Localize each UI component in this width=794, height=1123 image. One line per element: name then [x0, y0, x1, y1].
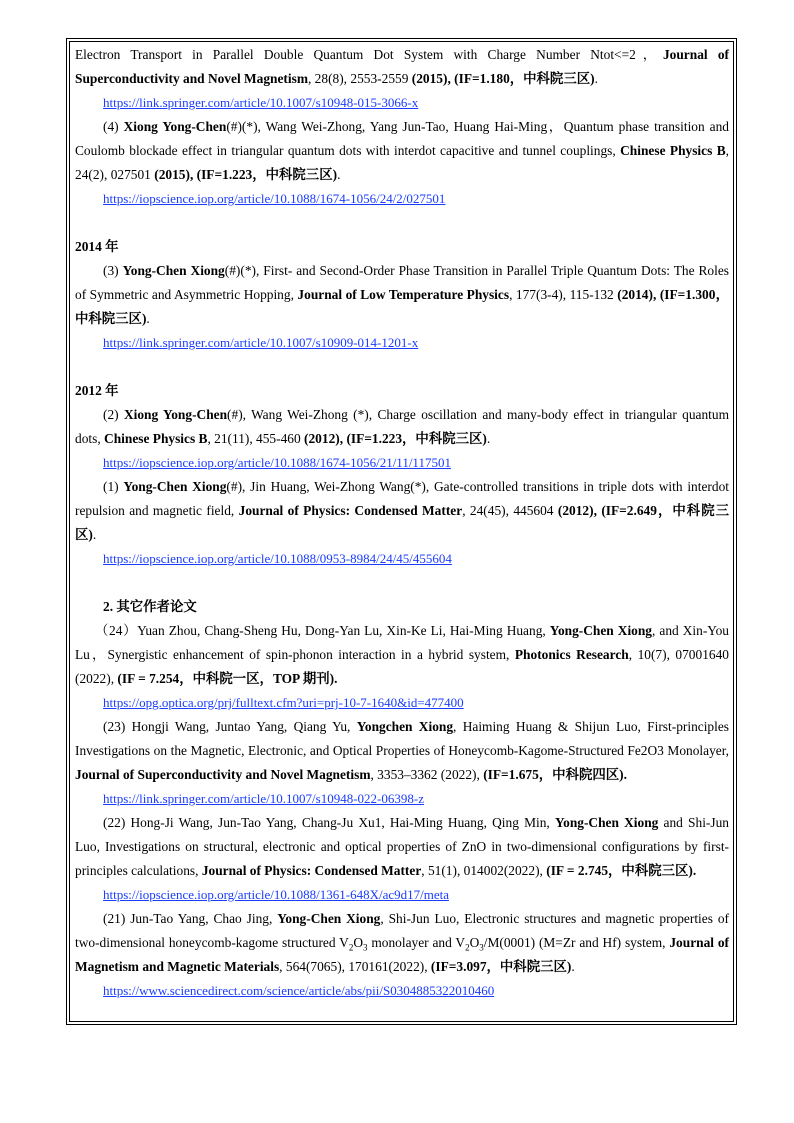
publication-list — [75, 43, 729, 1003]
entry-text: (22) Hong-Ji Wang, Jun-Tao Yang, Chang-Ju Xu1, Hai-Ming Huang, Qing Min, — [103, 815, 555, 830]
entry-text: monolayer and V — [367, 935, 466, 950]
entry-text: . — [146, 311, 150, 326]
entry-text: , 564(7065), 170161(2022), — [279, 959, 431, 974]
entry-text: , — [593, 503, 602, 518]
paper-link[interactable]: https://link.springer.com/article/10.1007/s10948-015-3066-x — [103, 95, 419, 110]
entry-text: , Haiming Huang & Shijun Luo, First-principles Investigations on the Magnetic, Electronic, and Optical Properties of Honeycomb-Kagome-Structured Fe2O3 Monolayer, — [75, 719, 730, 758]
author-highlight: Xiong Yong-Chen — [123, 407, 228, 422]
entry-number: (4) — [103, 119, 124, 134]
entry-number: (2) — [103, 407, 124, 422]
entry-text: (23) Hongji Wang, Juntao Yang, Qiang Yu, — [103, 719, 357, 734]
entry-number: (3) — [103, 263, 123, 278]
entry-text: , 24(45), 445604 — [462, 503, 558, 518]
entry-number: (1) — [103, 479, 124, 494]
entry-text: , 3353–3362 (2022), — [370, 767, 484, 782]
entry-text: , — [189, 167, 197, 182]
paper-entry-other-22 — [75, 811, 729, 883]
entry-text: (#)(*), Wang Wei-Zhong, Yang Jun-Tao, Huang Hai-Ming，Quantum phase transition and Coulomb blockade effect in triangular quantum dots with interdot capacitive and tunnel couplings, — [75, 119, 729, 158]
entry-text: , 51(1), 014002(2022), — [421, 863, 547, 878]
entry-text: . — [623, 767, 627, 782]
entry-year: (2012) — [304, 431, 340, 446]
subscript: 2 — [465, 942, 470, 953]
paper-link[interactable]: https://www.sciencedirect.com/science/article/abs/pii/S0304885322010460 — [103, 983, 495, 998]
impact-factor: (IF=1.675，中科院四区) — [483, 767, 624, 782]
journal-name: Photonics Research — [514, 647, 629, 662]
journal-name: Journal of Superconductivity and Novel Magnetism — [75, 767, 371, 782]
journal-name: Journal of Low Temperature Physics — [297, 287, 510, 302]
author-highlight: Yong-Chen Xiong — [123, 479, 227, 494]
impact-factor: (IF=2.649，中科院三区) — [75, 503, 729, 542]
author-highlight: Yong-Chen Xiong — [122, 263, 225, 278]
author-highlight: Xiong Yong-Chen — [123, 119, 227, 134]
author-highlight: Yong-Chen Xiong — [549, 623, 653, 638]
paper-entry-other-24 — [75, 619, 729, 691]
spacer — [75, 355, 729, 379]
entry-text: , and Xin-You Lu，Synergistic enhancement of spin-phonon interaction in a hybrid system, — [75, 623, 729, 662]
entry-text: . — [594, 71, 598, 86]
paper-entry-2012-1 — [75, 475, 729, 547]
spacer — [75, 571, 729, 595]
author-highlight: Yongchen Xiong — [356, 719, 454, 734]
entry-text: O — [353, 935, 364, 950]
journal-name: Chinese Physics B — [104, 431, 208, 446]
entry-year: (2012) — [557, 503, 594, 518]
impact-factor: (IF=1.300，中科院三区) — [75, 287, 729, 326]
impact-factor: (IF=1.223，中科院三区) — [346, 431, 487, 446]
author-highlight: Yong-Chen Xiong — [277, 911, 381, 926]
entry-text: , 177(3-4), 115-132 — [509, 287, 618, 302]
journal-name: Journal of Physics: Condensed Matter — [201, 863, 422, 878]
entry-text: . — [337, 167, 341, 182]
entry-text: , — [339, 431, 347, 446]
entry-text: /M(0001) (M=Zr and Hf) system, — [483, 935, 670, 950]
entry-text: and Shi-Jun Luo, Investigations on structural, electronic and optical properties of ZnO in two-dimensional configurations by first-principles calculations, — [75, 815, 729, 878]
author-highlight: Yong-Chen Xiong — [554, 815, 659, 830]
entry-text: . — [486, 431, 491, 446]
paper-link[interactable]: https://iopscience.iop.org/article/10.1088/0953-8984/24/45/455604 — [103, 551, 452, 566]
paper-entry-other-21 — [75, 907, 729, 979]
paper-link[interactable]: https://opg.optica.org/prj/fulltext.cfm?uri=prj-10-7-1640&id=477400 — [103, 695, 464, 710]
year-heading-2012: 2012 年 — [75, 383, 119, 398]
entry-text: . — [692, 863, 697, 878]
entry-text: (#)(*), First- and Second-Order Phase Transition in Parallel Triple Quantum Dots: The Roles of Symmetric and Asymmetric Hopping, — [75, 263, 729, 302]
entry-text: , 28(8), 2553-2559 — [307, 71, 412, 86]
journal-name: Journal of Magnetism and Magnetic Materials — [75, 935, 730, 974]
entry-year: (2015) — [411, 71, 448, 86]
paper-link[interactable]: https://iopscience.iop.org/article/10.1088/1361-648X/ac9d17/meta — [103, 887, 449, 902]
entry-text: , — [447, 71, 455, 86]
impact-factor: (IF = 2.745，中科院三区) — [546, 863, 693, 878]
spacer — [75, 211, 729, 235]
impact-factor: (IF=1.223，中科院三区) — [196, 167, 338, 182]
paper-entry-other-23 — [75, 715, 729, 787]
subscript: 2 — [348, 942, 354, 953]
impact-factor: (IF = 7.254，中科院一区，TOP 期刊) — [117, 671, 335, 686]
entry-text: . — [334, 671, 338, 686]
paper-entry-2015-4 — [75, 115, 729, 187]
entry-year: (2015) — [154, 167, 190, 182]
entry-year: (2014), — [617, 287, 657, 302]
paper-link[interactable]: https://link.springer.com/article/10.1007/s10948-022-06398-z — [103, 791, 424, 806]
entry-text: . — [571, 959, 575, 974]
journal-name: Journal of Superconductivity and Novel Magnetism — [75, 47, 729, 86]
entry-text: O — [469, 935, 480, 950]
paper-entry-2012-2 — [75, 403, 729, 451]
paper-link[interactable]: https://link.springer.com/article/10.1007/s10909-014-1201-x — [103, 335, 419, 350]
entry-text: , Shi-Jun Luo, Electronic structures and magnetic properties of two-dimensional honeycomb-kagome structured V — [75, 911, 729, 950]
year-heading-2014: 2014 年 — [75, 239, 119, 254]
subscript: 3 — [479, 942, 484, 953]
entry-text: (#), Jin Huang, Wei-Zhong Wang(*), Gate-controlled transitions in triple dots with interdot repulsion and magnetic field, — [75, 479, 729, 518]
section-heading-other-papers: 2. 其它作者论文 — [103, 599, 197, 614]
impact-factor: (IF=3.097，中科院三区) — [430, 959, 572, 974]
entry-text: , 24(2), 027501 — [75, 143, 729, 182]
entry-text: （24）Yuan Zhou, Chang-Sheng Hu, Dong-Yan Lu, Xin-Ke Li, Hai-Ming Huang, — [95, 623, 550, 638]
impact-factor: (IF=1.180，中科院三区) — [454, 71, 595, 86]
paper-entry-2015-5 — [75, 43, 729, 91]
entry-text: , 21(11), 455-460 — [207, 431, 305, 446]
entry-text: (21) Jun-Tao Yang, Chao Jing, — [103, 911, 278, 926]
entry-text: . — [92, 527, 97, 542]
subscript: 3 — [363, 942, 368, 953]
entry-text: Electron Transport in Parallel Double Quantum Dot System with Charge Number Ntot<=2， — [75, 47, 663, 62]
entry-text: , 10(7), 07001640 (2022), — [75, 647, 729, 686]
journal-name: Journal of Physics: Condensed Matter — [238, 503, 463, 518]
paper-entry-2014-3 — [75, 259, 729, 331]
journal-name: Chinese Physics B — [620, 143, 726, 158]
entry-text: (#), Wang Wei-Zhong (*), Charge oscillation and many-body effect in triangular quantum dots, — [75, 407, 729, 446]
paper-link[interactable]: https://iopscience.iop.org/article/10.1088/1674-1056/21/11/117501 — [103, 455, 451, 470]
paper-link[interactable]: https://iopscience.iop.org/article/10.1088/1674-1056/24/2/027501 — [103, 191, 446, 206]
